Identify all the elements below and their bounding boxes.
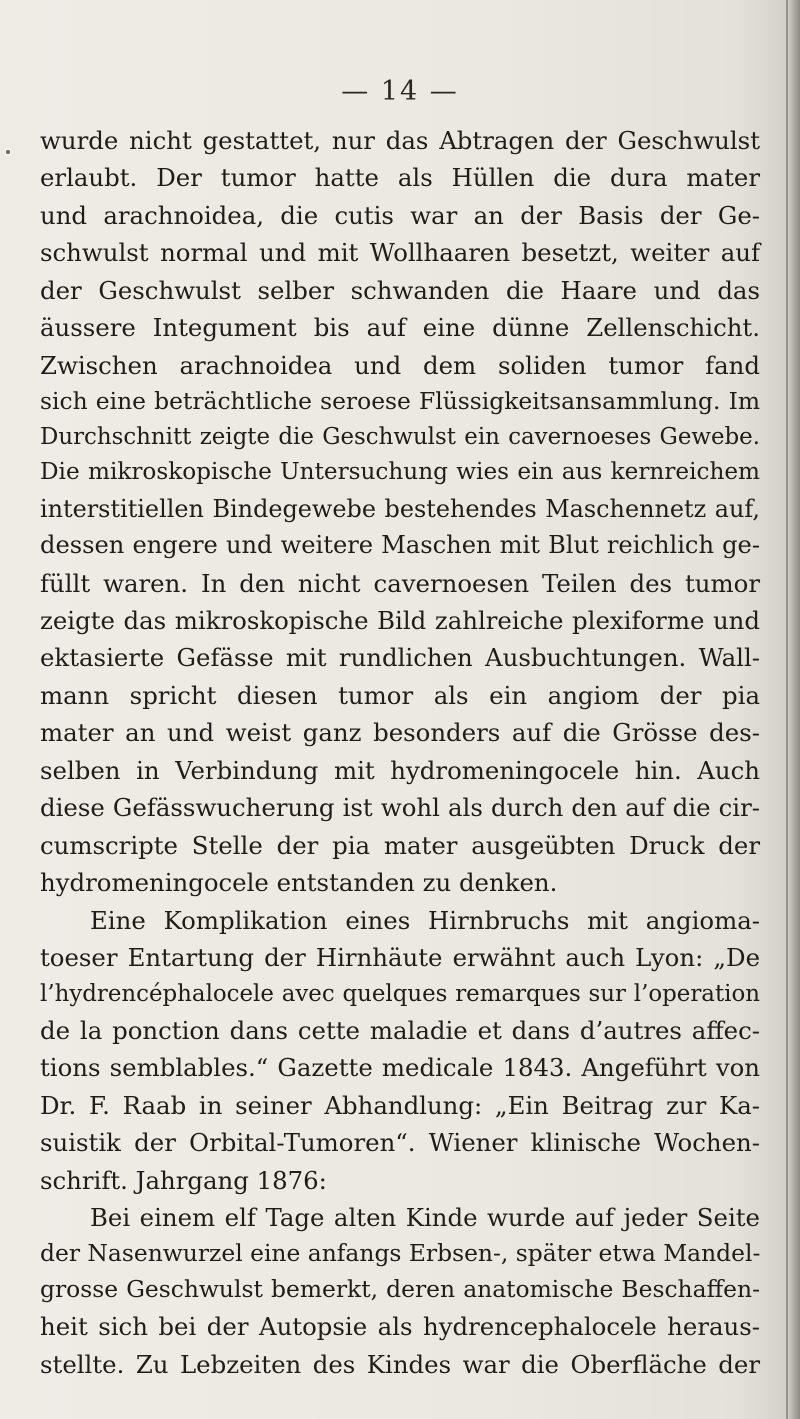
text-line: toeser Entartung der Hirnhäute erwähnt auch Lyon: „De [40, 943, 760, 973]
text-line: tions semblables.“ Gazette medicale 1843. Angeführt von [40, 1053, 760, 1083]
text-line: mater an und weist ganz besonders auf die Grösse des- [40, 718, 760, 748]
text-line: mann spricht diesen tumor als ein angiom der pia [40, 680, 760, 710]
text-line: und arachnoidea, die cutis war an der Basis der Ge- [40, 200, 760, 230]
page-number-header: — 14 — [341, 76, 459, 107]
page-edge-shadow [786, 0, 788, 1419]
text-line: schwulst normal und mit Wollhaaren besetzt, weiter auf [40, 238, 760, 268]
text-line: schrift. Jahrgang 1876: [40, 1165, 327, 1195]
text-line: zeigte das mikroskopische Bild zahlreiche plexiforme und [40, 606, 760, 635]
text-line: grosse Geschwulst bemerkt, deren anatomische Beschaffen- [40, 1275, 760, 1304]
text-line: Die mikroskopische Untersuchung wies ein aus kernreichem [40, 459, 760, 486]
text-line: stellte. Zu Lebzeiten des Kindes war die Oberfläche der [40, 1349, 760, 1379]
margin-mark [6, 150, 10, 154]
page-binding-edge [786, 0, 800, 1419]
text-line: l’hydrencéphalocele avec quelques remarques sur l’operation [40, 980, 760, 1007]
text-line: interstitiellen Bindegewebe bestehendes Maschennetz auf, [40, 494, 760, 523]
text-line: erlaubt. Der tumor hatte als Hüllen die dura mater [40, 163, 760, 193]
text-line: selben in Verbindung mit hydromeningocele hin. Auch [40, 755, 760, 785]
text-line: de la ponction dans cette maladie et dans d’autres affec- [40, 1015, 760, 1045]
body-text [40, 122, 760, 1383]
text-line: suistik der Orbital-Tumoren“. Wiener klinische Wochen- [40, 1128, 760, 1158]
text-line: dessen engere und weitere Maschen mit Blut reichlich ge- [40, 531, 760, 560]
text-line: Dr. F. Raab in seiner Abhandlung: „Ein Beitrag zur Ka- [40, 1090, 760, 1120]
text-line: Durchschnitt zeigte die Geschwulst ein cavernoeses Gewebe. [40, 424, 760, 451]
text-line: der Nasenwurzel eine anfangs Erbsen-, später etwa Mandel- [40, 1239, 761, 1268]
text-line: äussere Integument bis auf eine dünne Zellenschicht. [40, 313, 760, 343]
text-line: hydromeningocele entstanden zu denken. [40, 868, 558, 898]
text-line: sich eine beträchtliche seroese Flüssigkeitsansammlung. Im [40, 387, 760, 416]
text-line: ektasierte Gefässe mit rundlichen Ausbuchtungen. Wall- [40, 643, 760, 673]
text-line: wurde nicht gestattet, nur das Abtragen der Geschwulst [40, 126, 760, 155]
text-line: Zwischen arachnoidea und dem soliden tumor fand [40, 350, 760, 380]
text-line: diese Gefässwucherung ist wohl als durch den auf die cir- [40, 793, 760, 823]
text-line: Eine Komplikation eines Hirnbruchs mit angioma- [90, 905, 760, 935]
text-line: heit sich bei der Autopsie als hydrencephalocele heraus- [40, 1312, 760, 1342]
text-line: cumscripte Stelle der pia mater ausgeübten Druck der [40, 830, 760, 860]
text-line: füllt waren. In den nicht cavernoesen Teilen des tumor [40, 568, 760, 598]
text-line: der Geschwulst selber schwanden die Haare und das [40, 275, 760, 305]
text-line: Bei einem elf Tage alten Kinde wurde auf jeder Seite [90, 1202, 760, 1232]
